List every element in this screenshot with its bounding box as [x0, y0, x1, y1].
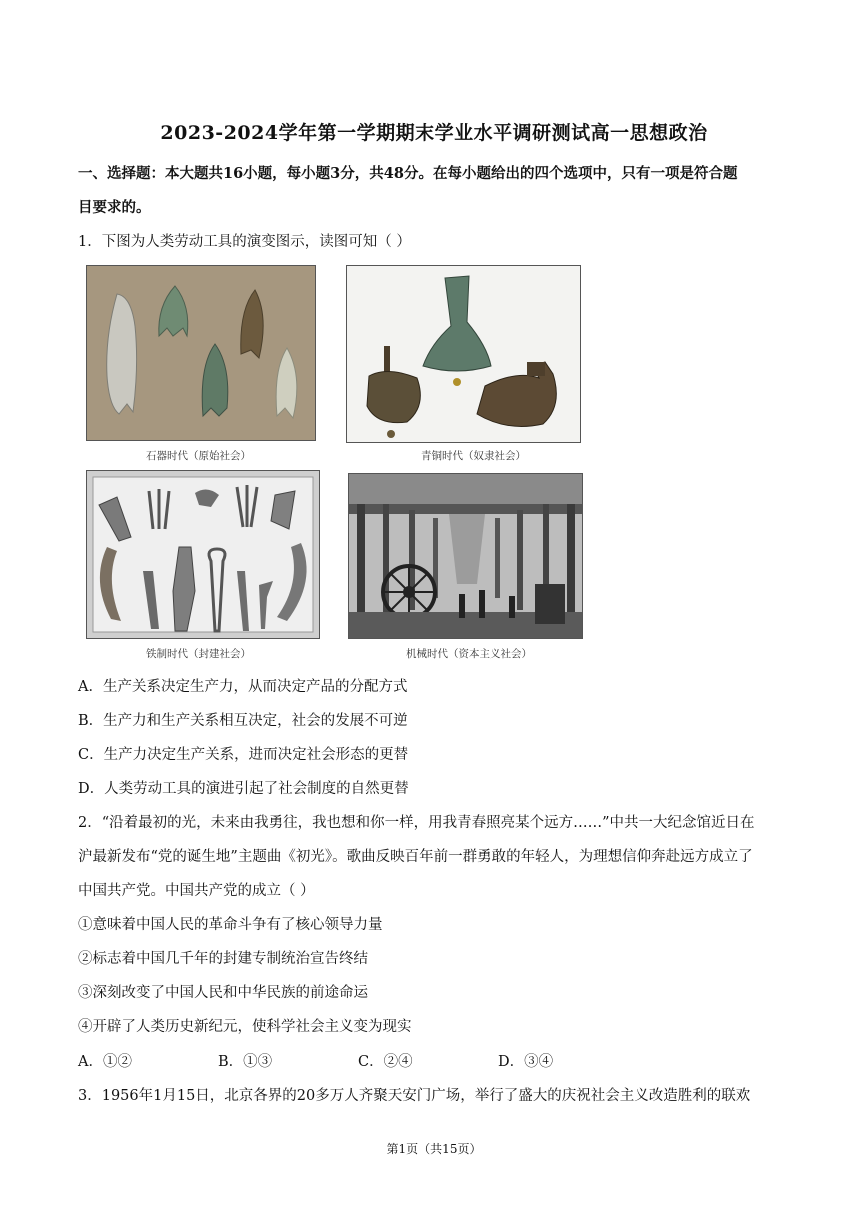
question-2-choice-a: A．①② — [78, 1054, 132, 1070]
question-1-option-b: B．生产力和生产关系相互决定，社会的发展不可逆 — [78, 713, 408, 729]
question-1-option-d: D．人类劳动工具的演进引起了社会制度的自然更替 — [78, 781, 409, 797]
question-2-item-3: ③深刻改变了中国人民和中华民族的前途命运 — [78, 985, 368, 1001]
caption-stone-age: 石器时代（原始社会） — [146, 450, 251, 462]
question-3-stem-line1: 3．1956年1月15日，北京各界的20多万人齐聚天安门广场，举行了盛大的庆祝社会主义改造胜利的联欢 — [78, 1088, 751, 1104]
stone-age-tools-image — [86, 265, 316, 441]
page-title: 2023-2024学年第一学期期末学业水平调研测试高一思想政治 — [160, 122, 708, 144]
page-footer: 第1页（共15页） — [386, 1142, 482, 1156]
question-2-item-4: ④开辟了人类历史新纪元，使科学社会主义变为现实 — [78, 1019, 412, 1035]
bronze-age-tools-image — [346, 265, 581, 443]
caption-iron-age: 铁制时代（封建社会） — [146, 648, 251, 660]
question-2-stem-line3: 中国共产党。中国共产党的成立（ ） — [78, 883, 315, 899]
caption-bronze-age: 青铜时代（奴隶社会） — [421, 450, 526, 462]
question-2-choices — [78, 1050, 638, 1071]
question-2-choice-b: B．①③ — [218, 1054, 273, 1070]
iron-age-tools-image — [86, 470, 320, 639]
question-1-option-a: A．生产关系决定生产力，从而决定产品的分配方式 — [78, 679, 408, 695]
question-2-choice-d: D．③④ — [498, 1054, 554, 1070]
question-1-stem: 1．下图为人类劳动工具的演变图示，读图可知（ ） — [78, 234, 411, 250]
question-2-choice-c: C．②④ — [358, 1054, 413, 1070]
machine-age-factory-image — [348, 473, 583, 639]
section-instructions-line1: 一、选择题：本大题共16小题，每小题3分，共48分。在每小题给出的四个选项中，只有一项是符合题 — [78, 165, 738, 182]
question-2-item-2: ②标志着中国几千年的封建专制统治宣告终结 — [78, 951, 368, 967]
question-2-stem-line2: 沪最新发布“党的诞生地”主题曲《初光》。歌曲反映百年前一群勇敢的年轻人，为理想信仰奔赴远方成立了 — [78, 849, 753, 865]
question-1-option-c: C．生产力决定生产关系，进而决定社会形态的更替 — [78, 747, 409, 763]
question-2-item-1: ①意味着中国人民的革命斗争有了核心领导力量 — [78, 917, 383, 933]
question-2-stem-line1: 2．“沿着最初的光，未来由我勇往，我也想和你一样，用我青春照亮某个远方……”中共一大纪念馆近日在 — [78, 815, 755, 831]
section-instructions-line2: 目要求的。 — [78, 199, 151, 216]
caption-machine-age: 机械时代（资本主义社会） — [406, 648, 532, 660]
